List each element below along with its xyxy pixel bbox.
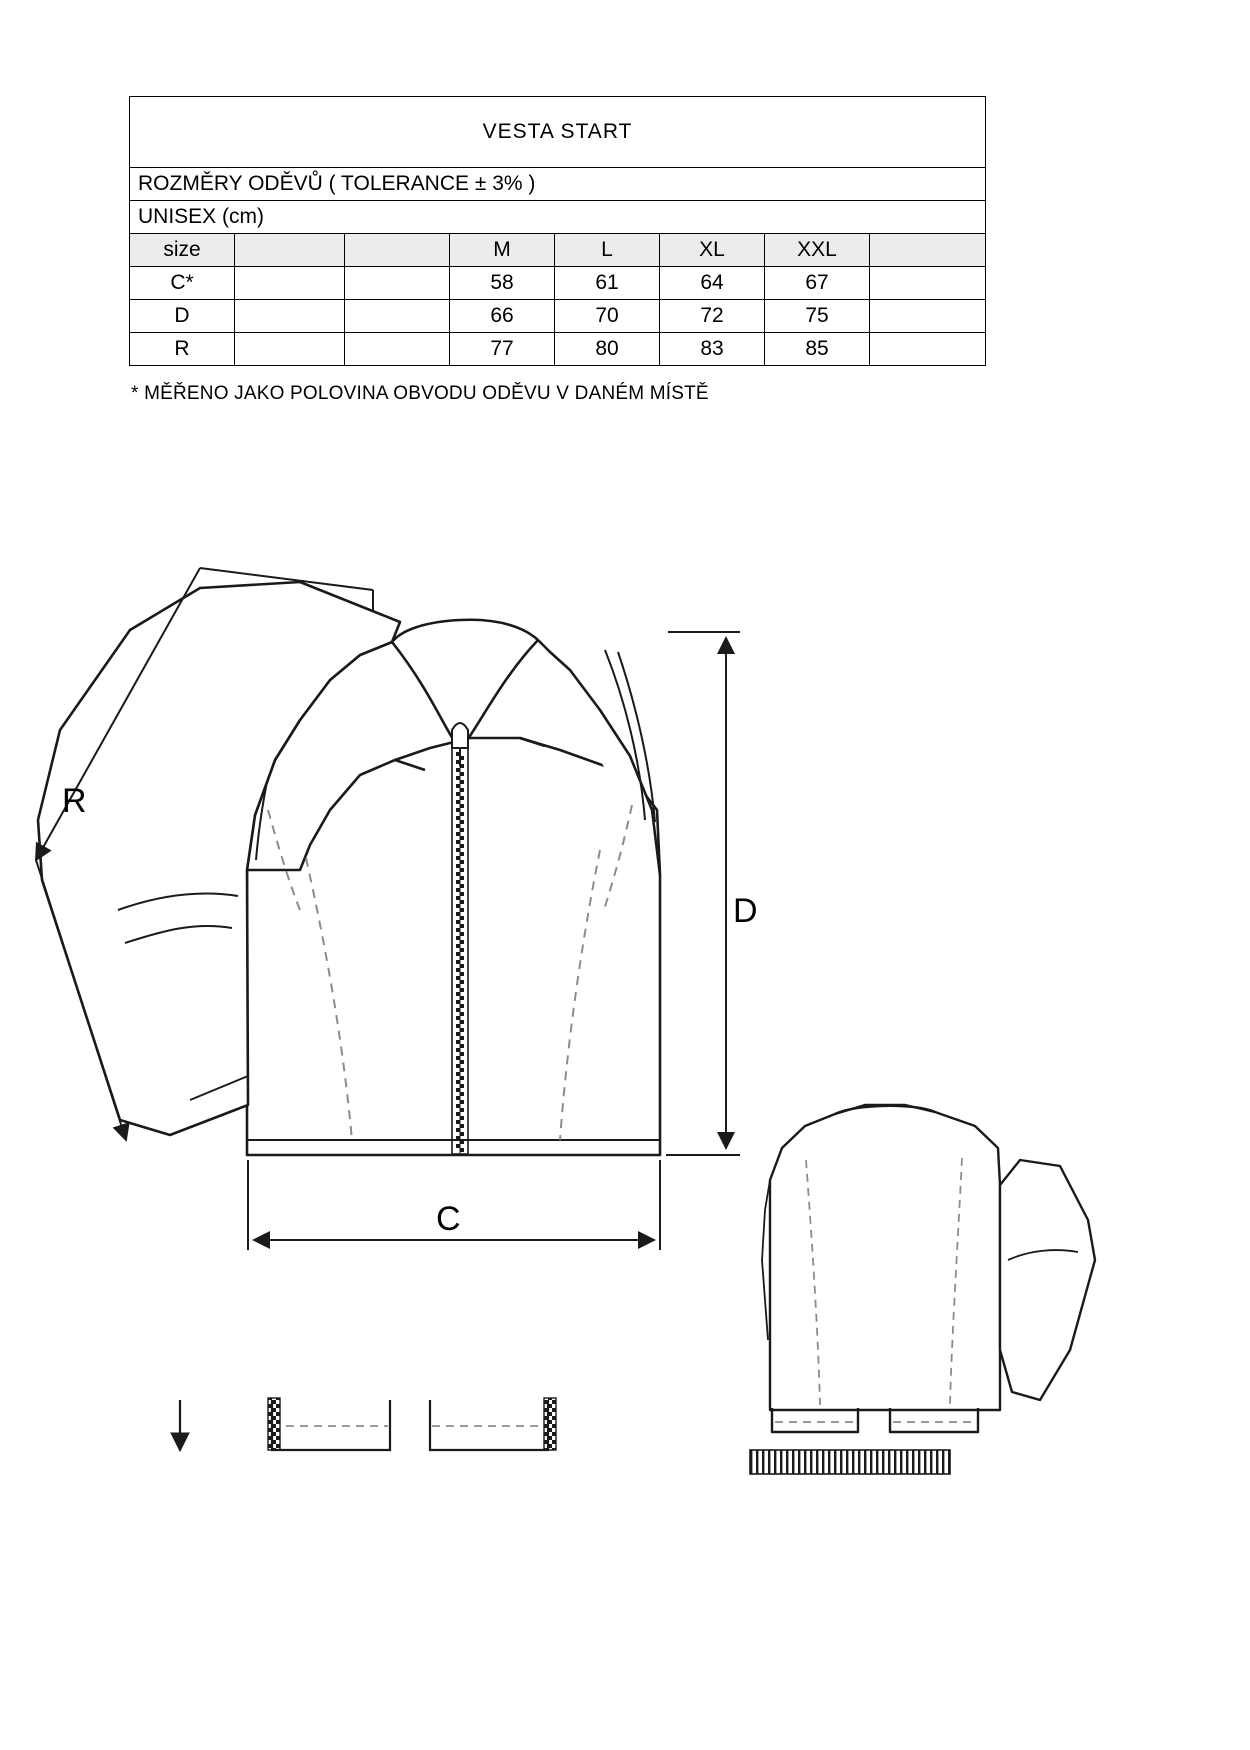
hem-detail-right	[430, 1398, 556, 1450]
row-label-d: D	[130, 300, 235, 333]
row-r-blank1	[235, 333, 345, 366]
table-row	[130, 300, 986, 333]
size-table	[129, 96, 986, 366]
header-cell-xxl: XXL	[765, 234, 870, 267]
row-c-blank1	[235, 267, 345, 300]
row-c-xxl: 67	[765, 267, 870, 300]
row-c-blank3	[870, 267, 986, 300]
unit-row: UNISEX (cm)	[130, 201, 986, 234]
row-label-c: C*	[130, 267, 235, 300]
back-view	[762, 1105, 1095, 1432]
row-d-blank1	[235, 300, 345, 333]
row-label-r: R	[130, 333, 235, 366]
row-r-blank2	[345, 333, 450, 366]
row-d-l: 70	[555, 300, 660, 333]
row-d-m: 66	[450, 300, 555, 333]
header-cell-m: M	[450, 234, 555, 267]
table-row	[130, 267, 986, 300]
document-title: VESTA START	[130, 97, 986, 168]
dimension-label-d: D	[733, 892, 758, 930]
dimension-arrow-d	[666, 632, 740, 1155]
table-row	[130, 333, 986, 366]
row-r-blank3	[870, 333, 986, 366]
row-r-l: 80	[555, 333, 660, 366]
technical-drawing	[0, 560, 1250, 1560]
row-d-xxl: 75	[765, 300, 870, 333]
size-table-block	[129, 96, 985, 366]
front-view	[38, 582, 660, 1155]
rib-detail	[750, 1450, 950, 1474]
garment-illustration-svg	[0, 560, 1250, 1560]
dimension-label-c: C	[436, 1200, 461, 1238]
row-d-xl: 72	[660, 300, 765, 333]
header-cell-xl: XL	[660, 234, 765, 267]
row-d-blank2	[345, 300, 450, 333]
header-cell-blank3	[870, 234, 986, 267]
row-r-xl: 83	[660, 333, 765, 366]
header-cell-l: L	[555, 234, 660, 267]
tolerance-row: ROZMĚRY ODĚVŮ ( TOLERANCE ± 3% )	[130, 168, 986, 201]
row-r-xxl: 85	[765, 333, 870, 366]
header-cell-blank1	[235, 234, 345, 267]
header-cell-blank2	[345, 234, 450, 267]
dimension-label-r: R	[62, 782, 87, 820]
row-c-m: 58	[450, 267, 555, 300]
row-r-m: 77	[450, 333, 555, 366]
hem-detail-left	[180, 1398, 390, 1450]
footnote: * MĚŘENO JAKO POLOVINA OBVODU ODĚVU V DANÉM MÍSTĚ	[131, 383, 709, 404]
row-d-blank3	[870, 300, 986, 333]
header-cell-size: size	[130, 234, 235, 267]
row-c-xl: 64	[660, 267, 765, 300]
row-c-blank2	[345, 267, 450, 300]
row-c-l: 61	[555, 267, 660, 300]
table-header-row	[130, 234, 986, 267]
